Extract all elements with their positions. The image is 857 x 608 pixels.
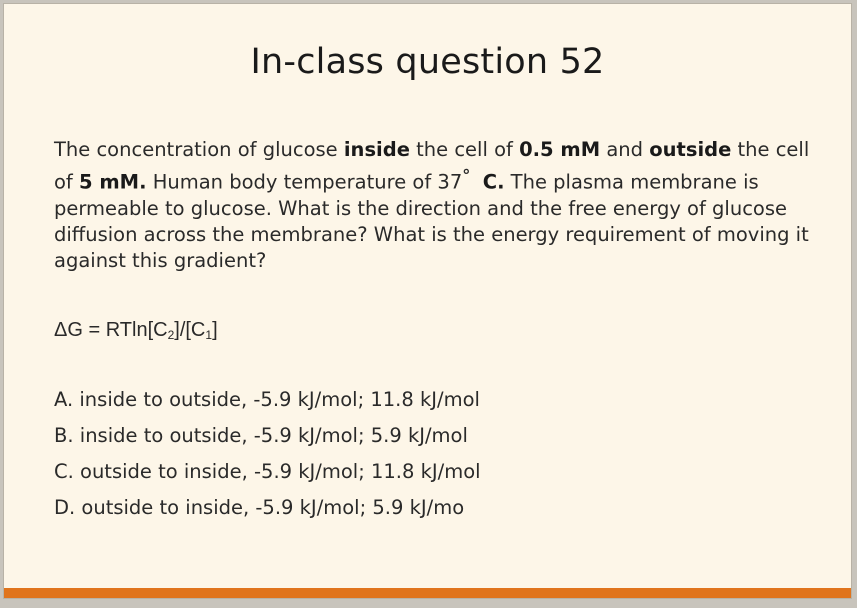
formula-subscript-1: 1: [205, 328, 213, 342]
question-text-part: the cell of: [54, 138, 810, 194]
bottom-accent-bar: [4, 588, 851, 598]
option-b: B. inside to outside, -5.9 kJ/mol; 5.9 kJ/mol: [54, 424, 468, 447]
option-c: C. outside to inside, -5.9 kJ/mol; 11.8 kJ/mol: [54, 460, 481, 483]
question-emphasis-celsius: C.: [482, 170, 505, 194]
answer-options: [54, 382, 481, 526]
option-d: D. outside to inside, -5.9 kJ/mol; 5.9 kJ/mo: [54, 496, 465, 519]
question-emphasis-inside: inside: [343, 138, 410, 161]
question-text-part: The concentration of glucose: [54, 138, 344, 161]
question-text-part: The plasma membrane is permeable to glucose. What is the direction and the free energy of glucose diffusion across the membrane? What is the energy requirement of moving it against this gradient?: [54, 170, 809, 272]
question-text: [54, 137, 814, 274]
formula-middle: ]/[C: [174, 319, 206, 341]
formula-subscript-2: 2: [167, 328, 175, 342]
question-emphasis-outside-concentration: 5 mM.: [79, 170, 147, 194]
degree-symbol: °: [462, 166, 471, 185]
question-emphasis-outside: outside: [649, 138, 732, 161]
question-emphasis-inside-concentration: 0.5 mM: [519, 138, 601, 161]
question-text-part: and: [600, 138, 650, 161]
formula: [54, 317, 218, 348]
question-text-part: Human body temperature of 37: [146, 170, 463, 194]
slide: [3, 3, 852, 599]
option-a: A. inside to outside, -5.9 kJ/mol; 11.8 kJ/mol: [54, 388, 480, 411]
slide-title: In-class question 52: [250, 42, 605, 82]
formula-prefix: ΔG = RTln[C: [54, 319, 168, 341]
formula-suffix: ]: [212, 319, 218, 341]
question-text-part: the cell of: [409, 138, 520, 161]
